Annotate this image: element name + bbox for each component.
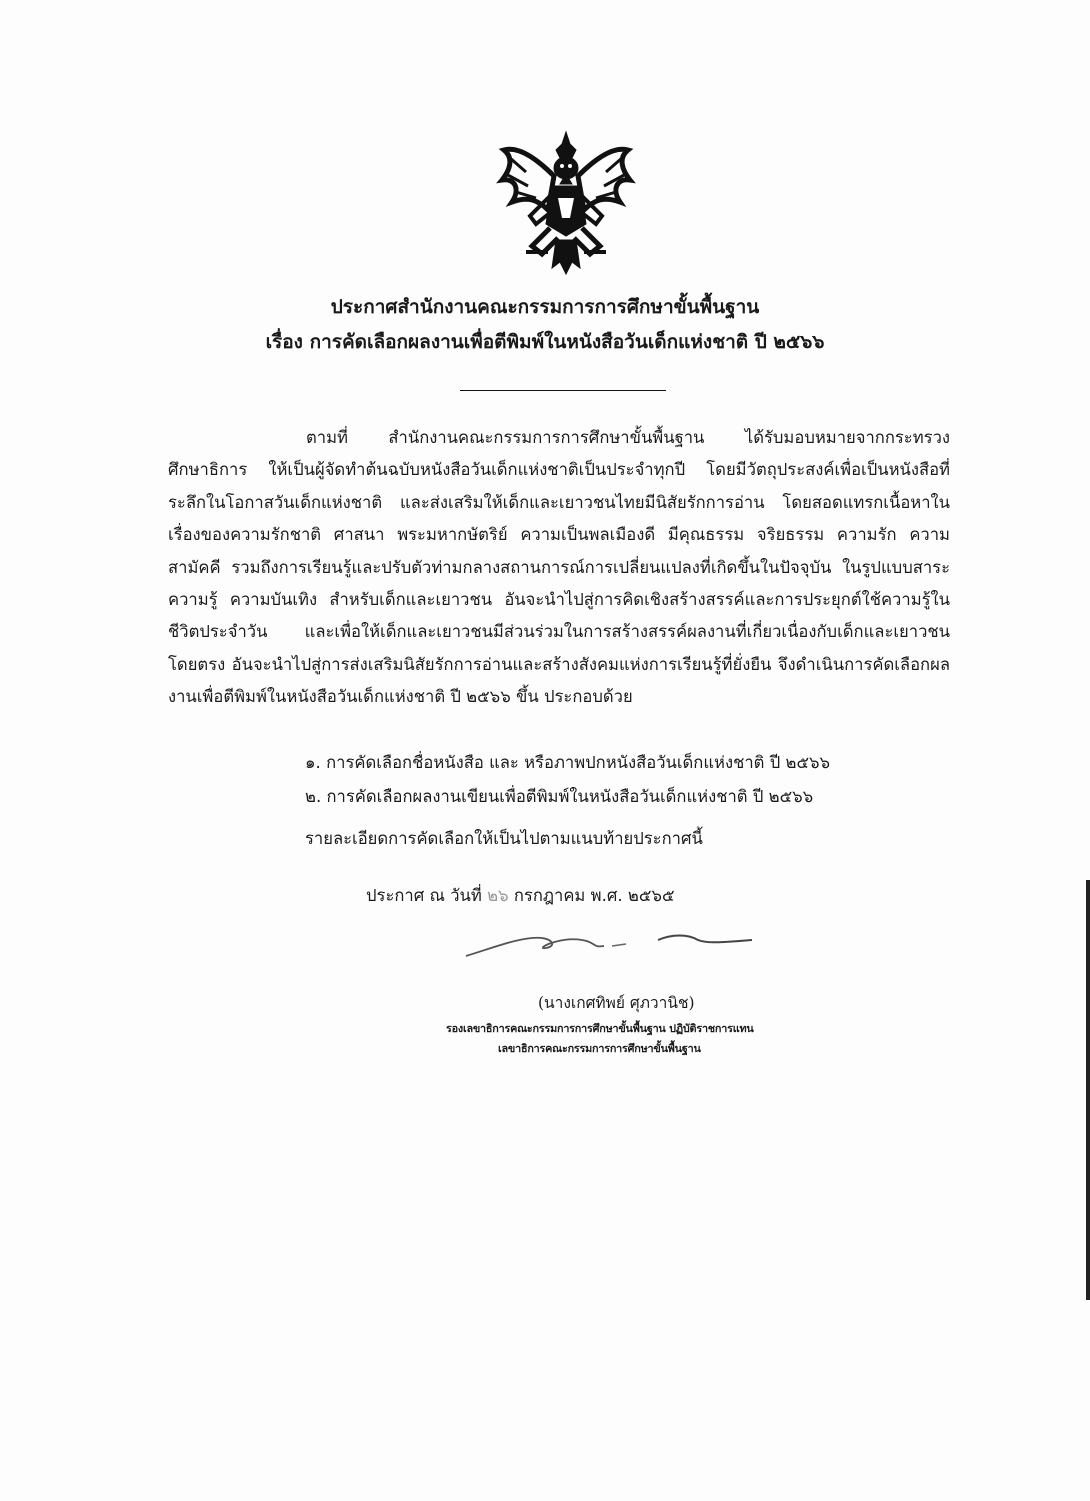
title-divider <box>460 390 666 391</box>
announcement-day: ๒๖ <box>487 886 509 905</box>
handwritten-signature <box>462 918 762 968</box>
body-paragraph <box>168 422 950 714</box>
list-item: ๑. การคัดเลือกชื่อหนังสือ และ หรือภาพปกหนังสือวันเด็กแห่งชาติ ปี ๒๕๖๖ <box>305 753 831 772</box>
scan-edge <box>1086 880 1090 1300</box>
paragraph-text: ตามที่ สำนักงานคณะกรรมการการศึกษาขั้นพื้นฐาน ได้รับมอบหมายจากกระทรวงศึกษาธิการ ให้เป็นผู้จัดทำต้นฉบับหนังสือวันเด็กแห่งชาติเป็นประจำทุกปี โดยมีวัตถุประสงค์เพื่อเป็นหนังสือที่ระลึกในโอกาสวันเด็กแห่งชาติ และส่งเสริมให้เด็กและเยาวชนไทยมีนิสัยรักการอ่าน โดยสอดแทรกเนื้อหาในเรื่องของความรักชาติ ศาสนา พระมหากษัตริย์ ความเป็นพลเมืองดี มีคุณธรรม จริยธรรม ความรัก ความสามัคคี รวมถึงการเรียนรู้และปรับตัวท่ามกลางสถานการณ์การเปลี่ยนแปลงที่เกิดขึ้นในปัจจุบัน ในรูปแบบสาระความรู้ ความบันเทิง สำหรับเด็กและเยาวชน อันจะนำไปสู่การคิดเชิงสร้างสรรค์และการประยุกต์ใช้ความรู้ในชีวิตประจำวัน และเพื่อให้เด็กและเยาวชนมีส่วนร่วมในการสร้างสรรค์ผลงานที่เกี่ยวเนื่องกับเด็กและเยาวชนโดยตรง อันจะนำไปสู่การส่งเสริมนิสัยรักการอ่านและสร้างสังคมแห่งการเรียนรู้ที่ยั่งยืน จึงดำเนินการคัดเลือกผลงานเพื่อตีพิมพ์ในหนังสือวันเด็กแห่งชาติ ปี ๒๕๖๖ ขึ้น ประกอบด้วย <box>168 428 950 707</box>
document-title: ประกาศสำนักงานคณะกรรมการการศึกษาขั้นพื้นฐาน <box>330 296 760 318</box>
document-subject: เรื่อง การคัดเลือกผลงานเพื่อตีพิมพ์ในหนังสือวันเด็กแห่งชาติ ปี ๒๕๖๖ <box>265 331 825 353</box>
announcement-suffix: กรกฎาคม พ.ศ. ๒๕๖๕ <box>513 886 675 905</box>
closing-statement: รายละเอียดการคัดเลือกให้เป็นไปตามแนบท้ายประกาศนี้ <box>305 829 703 848</box>
signer-name: (นางเกศทิพย์ ศุภวานิช) <box>538 994 695 1012</box>
signer-position: รองเลขาธิการคณะกรรมการการศึกษาขั้นพื้นฐาน ปฏิบัติราชการแทน <box>446 1022 754 1035</box>
announcement-date <box>366 883 675 909</box>
garuda-emblem <box>496 128 636 278</box>
announcement-prefix: ประกาศ ณ วันที่ <box>366 886 482 905</box>
list-item: ๒. การคัดเลือกผลงานเขียนเพื่อตีพิมพ์ในหนังสือวันเด็กแห่งชาติ ปี ๒๕๖๖ <box>305 787 814 806</box>
signer-position-secondary: เลขาธิการคณะกรรมการการศึกษาขั้นพื้นฐาน <box>498 1042 701 1055</box>
